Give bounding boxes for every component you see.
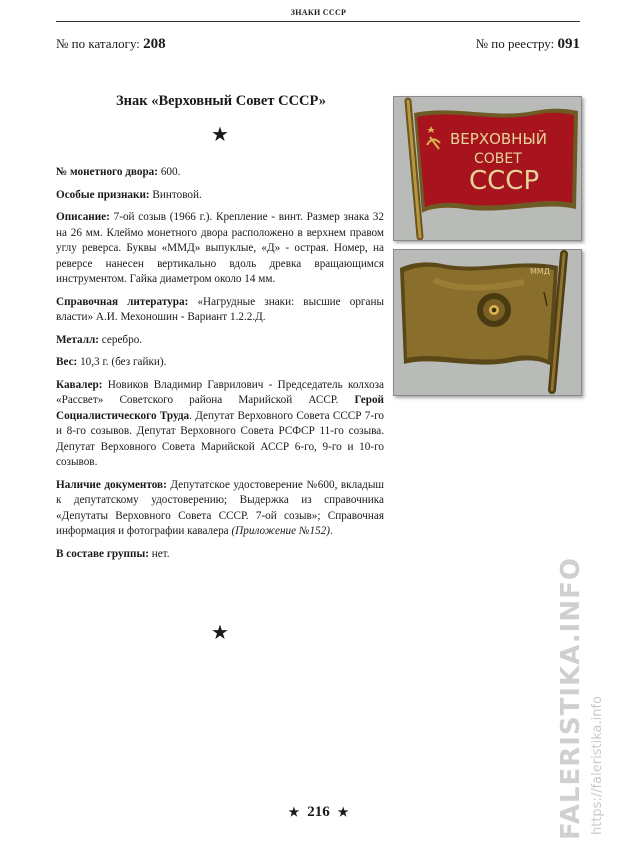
watermark-url: https://faleristika.info — [590, 696, 605, 835]
field-value: 10,3 г. (без гайки). — [77, 356, 167, 368]
star-divider-top: ★ — [211, 124, 229, 146]
field-value: 7-ой созыв (1966 г.). Крепление - винт. Размер знака 32 на 26 мм. Клеймо монетного двора расположено в верхнем правом углу реверса. Буквы «ММД» выпуклые, «Д» - острая. Номер, на реверсе нанесен вертикально вдоль древка вращающимся инструментом. Гайка диаметром около 14 мм. — [56, 211, 384, 285]
catalog-label: № по каталогу: — [56, 36, 144, 51]
registry-label: № по реестру: — [475, 36, 558, 51]
registry-number: 091 — [557, 36, 580, 52]
field-value: 600. — [158, 166, 181, 178]
field-value: Депутатское удостоверение №600, вкладыш к депутатскому удостоверению; Выдержка из справочника «Депутаты Верховного Совета СССР. 7-ой созыв»; Справочная информация и фотографии кавалера — [56, 478, 384, 537]
appendix-reference: (Приложение №152) — [231, 525, 330, 537]
footer-star-left: ★ — [288, 805, 300, 819]
field-weight — [56, 355, 384, 371]
field-value: «Нагрудные знаки: высшие органы власти» А.И. Мехоношин - Вариант 1.2.2.Д. — [56, 295, 384, 323]
field-label: Металл: — [56, 333, 99, 346]
description-body — [56, 165, 384, 569]
badge-title: Знак «Верховный Совет СССР» — [116, 93, 326, 109]
field-value: нет. — [148, 547, 170, 560]
field-holder — [56, 378, 384, 471]
field-literature — [56, 295, 384, 326]
page-number: 216 — [307, 804, 330, 820]
running-title: ЗНАКИ СССР — [290, 8, 347, 17]
field-label: № монетного двора: — [56, 166, 159, 178]
catalog-number: 208 — [143, 36, 166, 52]
field-value-cont: . — [329, 525, 333, 537]
catalog-line — [56, 36, 580, 53]
field-value-cont: . Депутат Верховного Совета СССР 7-го и 8-го созывов. Депутат Верховного Совета РСФСР 11-го созыва. Депутат Верховного Совета Марийской АССР 6-го, 9-го и 10-го созывов. — [56, 409, 384, 468]
badge-obverse-photo — [393, 96, 582, 241]
field-features — [56, 188, 384, 204]
field-label: Вес: — [56, 356, 78, 368]
field-label: В составе группы: — [56, 547, 149, 560]
field-group — [56, 547, 384, 563]
field-metal — [56, 333, 384, 349]
badge-text-line2: СОВЕТ — [474, 151, 522, 167]
mint-mark: ММД — [530, 267, 551, 276]
hero-title: Герой Социалистического Труда — [56, 394, 384, 422]
catalog-number-block — [56, 36, 166, 53]
field-description — [56, 210, 384, 288]
field-mint — [56, 165, 384, 181]
star-divider-bottom: ★ — [211, 622, 229, 644]
badge-obverse-image — [394, 97, 581, 240]
field-label: Кавалер: — [56, 378, 103, 391]
field-value: Винтовой. — [149, 188, 202, 201]
badge-reverse-photo — [393, 249, 582, 396]
registry-number-block — [476, 36, 580, 53]
field-label: Справочная литература: — [56, 295, 189, 308]
badge-text-line3: СССР — [469, 166, 540, 196]
field-label: Описание: — [56, 211, 110, 223]
field-label: Особые признаки: — [56, 188, 150, 201]
footer-star-right: ★ — [337, 805, 349, 819]
badge-text-line1: ВЕРХОВНЫЙ — [450, 130, 547, 148]
page-footer — [0, 804, 637, 821]
field-documents — [56, 478, 384, 540]
header-rule — [56, 21, 580, 22]
field-value: Новиков Владимир Гаврилович - Председатель колхоза «Рассвет» Советского района Марийской АССР. — [56, 378, 384, 406]
field-value: серебро. — [98, 333, 143, 346]
field-label: Наличие документов: — [56, 478, 167, 491]
badge-reverse-image — [394, 250, 581, 395]
watermark-logo-text: FALERISTIKA.INFO — [556, 557, 586, 840]
